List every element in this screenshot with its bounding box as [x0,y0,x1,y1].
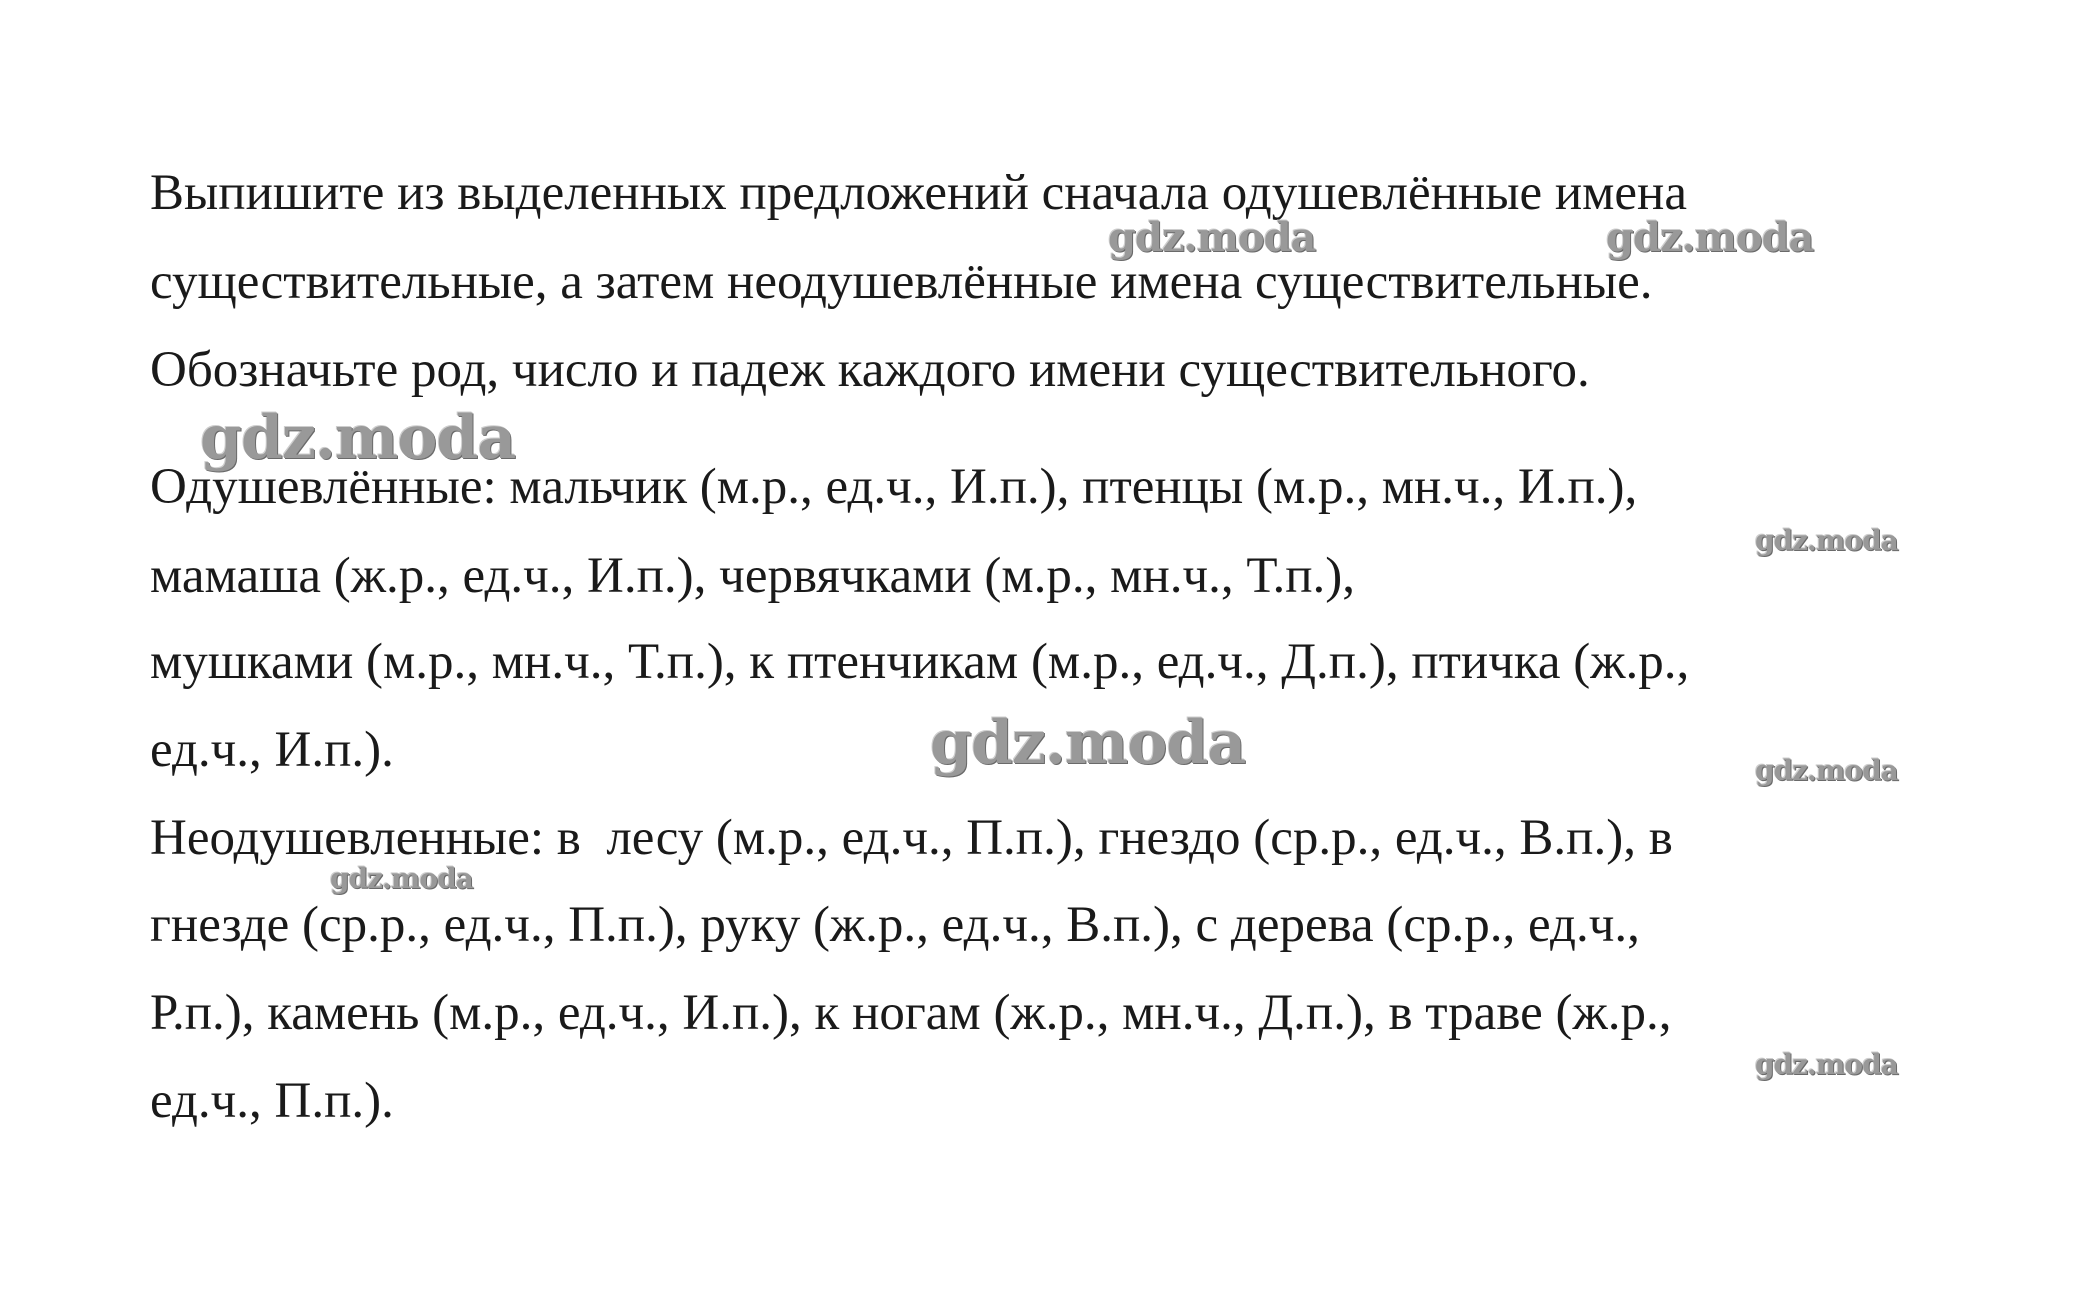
animate-line-4: ед.ч., И.п.). [150,722,394,778]
watermark: gdz.moda [1755,524,1898,557]
watermark: gdz.moda [1755,1048,1898,1081]
watermark: gdz.moda [200,403,516,473]
inanimate-line-3: Р.п.), камень (м.р., ед.ч., И.п.), к ногам (ж.р., мн.ч., Д.п.), в траве (ж.р., [150,985,1672,1041]
watermark: gdz.moda [1755,754,1898,787]
task-line-3: Обозначьте род, число и падеж каждого имени существительного. [150,342,1590,398]
watermark: gdz.moda [1606,214,1814,261]
task-line-2: существительные, а затем неодушевлённые имена существительные. [150,254,1653,310]
watermark: gdz.moda [1108,214,1316,261]
watermark: gdz.moda [930,708,1246,778]
inanimate-line-2: гнезде (ср.р., ед.ч., П.п.), руку (ж.р., ед.ч., В.п.), с дерева (ср.р., ед.ч., [150,897,1640,953]
inanimate-line-1: Неодушевленные: в лесу (м.р., ед.ч., П.п.), гнездо (ср.р., ед.ч., В.п.), в [150,810,1673,866]
task-line-1: Выпишите из выделенных предложений сначала одушевлённые имена [150,165,1687,221]
inanimate-line-4: ед.ч., П.п.). [150,1073,394,1129]
animate-line-3: мушками (м.р., мн.ч., Т.п.), к птенчикам (м.р., ед.ч., Д.п.), птичка (ж.р., [150,634,1690,690]
animate-line-2: мамаша (ж.р., ед.ч., И.п.), червячками (м.р., мн.ч., Т.п.), [150,548,1355,604]
watermark: gdz.moda [330,862,473,895]
animate-line-1: Одушевлённые: мальчик (м.р., ед.ч., И.п.), птенцы (м.р., мн.ч., И.п.), [150,459,1638,515]
